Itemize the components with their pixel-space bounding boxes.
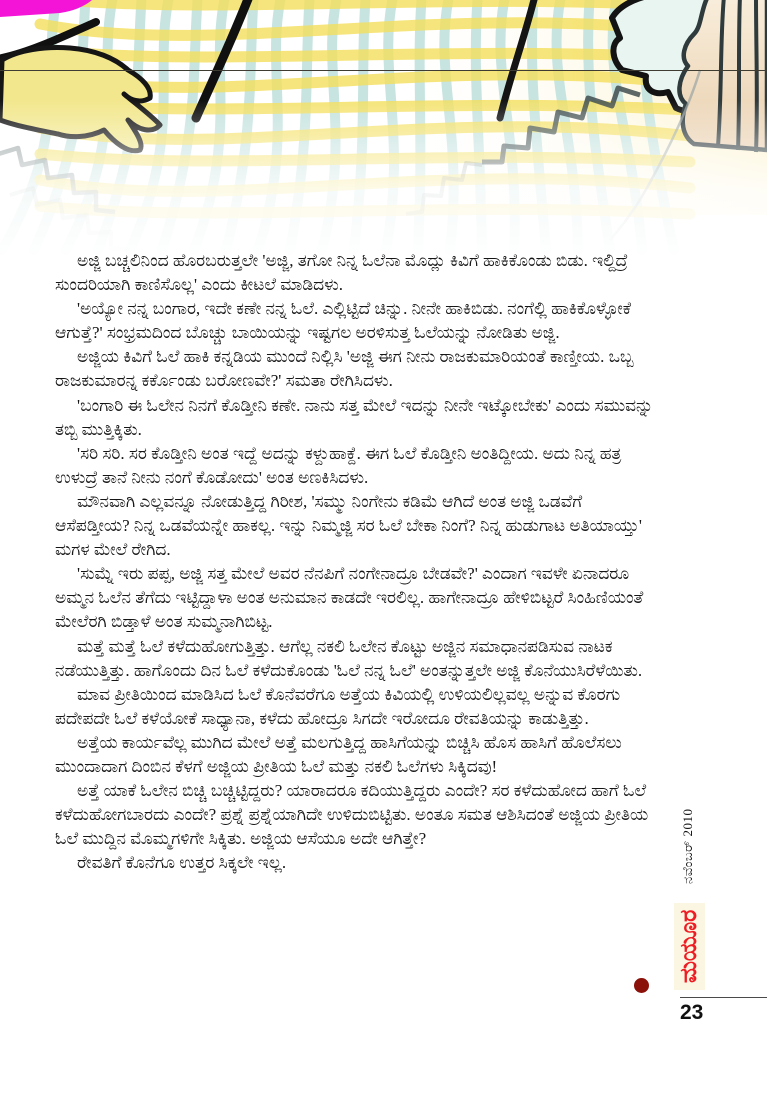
header-illustration [0, 0, 767, 262]
issue-date-vertical: ನವೆಂಬರ್ 2010 [680, 808, 695, 884]
magenta-corner-shape [0, 0, 92, 17]
story-paragraph: ಮಾವ ಪ್ರೀತಿಯಿಂದ ಮಾಡಿಸಿದ ಓಲೆ ಕೊನೆವರೆಗೂ ಅತ್ತೆಯ ಕಿವಿಯಲ್ಲಿ ಉಳಿಯಲಿಲ್ಲವಲ್ಲ ಅನ್ನುವ ಕೊರಗು ಪದೇಪದೇ ಓಲೆ ಕಳೆಯೋಕೆ ಸಾಧ್ಯಾನಾ, ಕಳೆದು ಹೋದ್ರೂ ಸಿಗದೇ ಇರೋದೂ ರೇವತಿಯನ್ನು ಕಾಡುತ್ತಿತ್ತು. [55, 684, 621, 728]
story-text [55, 249, 661, 875]
story-paragraph: ರೇವತಿಗೆ ಕೊನೆಗೂ ಉತ್ತರ ಸಿಕ್ಕಲೇ ಇಲ್ಲ. [77, 853, 287, 873]
page-number-rule [680, 997, 767, 998]
story-paragraph: ಮತ್ತೆ ಮತ್ತೆ ಓಲೆ ಕಳೆದುಹೋಗುತ್ತಿತ್ತು. ಆಗೆಲ್ಲ ನಕಲಿ ಓಲೇನ ಕೊಟ್ಟು ಅಜ್ಜಿನ ಸಮಾಧಾನಪಡಿಸುವ ನಾಟಕ ನಡೆಯುತ್ತಿತ್ತು. ಹಾಗೊಂದು ದಿನ ಓಲೆ ಕಳೆದುಕೊಂಡು 'ಓಲೆ ನನ್ನ ಓಲೆ' ಅಂತನ್ನುತ್ತಲೇ ಅಜ್ಜಿ ಕೊನೆಯುಸಿರೆಳೆಯಿತು. [55, 636, 643, 680]
header-rule [0, 70, 767, 71]
story-paragraph: ಅಜ್ಜಿ ಬಚ್ಚಲಿನಿಂದ ಹೊರಬರುತ್ತಲೇ 'ಅಜ್ಜಿ, ತಗೋ ನಿನ್ನ ಓಲೆನಾ ಮೊದ್ಲು ಕಿವಿಗೆ ಹಾಕಿಕೊಂಡು ಬಿಡು. ಇಲ್ದಿದ್ರೆ ಸುಂದರಿಯಾಗಿ ಕಾಣಿಸೊಲ್ಲ' ಎಂದು ಕೀಟಲೆ ಮಾಡಿದಳು. [55, 251, 628, 295]
story-paragraph: ಅತ್ತೆಯ ಕಾರ್ಯವೆಲ್ಲ ಮುಗಿದ ಮೇಲೆ ಅತ್ತೆ ಮಲಗುತ್ತಿದ್ದ ಹಾಸಿಗೆಯನ್ನು ಬಿಚ್ಚಿಸಿ ಹೊಸ ಹಾಸಿಗೆ ಹೊಲೆಸಲು ಮುಂದಾದಾಗ ದಿಂಬಿನ ಕೆಳಗೆ ಅಜ್ಜಿಯ ಪ್ರೀತಿಯ ಓಲೆ ಮತ್ತು ನಕಲಿ ಓಲೆಗಳು ಸಿಕ್ಕಿದವು! [55, 732, 622, 776]
bottom-fade [0, 100, 767, 262]
story-paragraph: ಅತ್ತೆ ಯಾಕೆ ಓಲೇನ ಬಿಚ್ಚಿ ಬಚ್ಚಿಟ್ಟಿದ್ದರು? ಯಾರಾದರೂ ಕದಿಯುತ್ತಿದ್ದರು ಎಂದೇ? ಸರ ಕಳೆದುಹೋದ ಹಾಗೆ ಓಲೆ ಕಳೆದುಹೋಗಬಾರದು ಎಂದೇ? ಪ್ರಶ್ನೆ ಪ್ರಶ್ನೆಯಾಗಿದೇ ಉಳಿದುಬಿಟ್ಟಿತು. ಅಂತೂ ಸಮತ ಆಶಿಸಿದಂತೆ ಅಜ್ಜಿಯ ಪ್ರೀತಿಯ ಓಲೆ ಮುದ್ದಿನ ಮೊಮ್ಮಗಳಿಗೇ ಸಿಕ್ಕಿತು. ಅಜ್ಜಿಯ ಆಸೆಯೂ ಅದೇ ಆಗಿತ್ತೇ? [55, 781, 649, 849]
story-paragraph: 'ಸುಮ್ನೆ ಇರು ಪಪ್ಪ, ಅಜ್ಜಿ ಸತ್ತ ಮೇಲೆ ಅವರ ನೆನಪಿಗೆ ನಂಗೇನಾದ್ರೂ ಬೇಡವೇ?' ಎಂದಾಗ ಇವಳೇ ಏನಾದರೂ ಅಮ್ಮನ ಓಲೆನ ತೆಗೆದು ಇಟ್ಟಿದ್ದಾಳಾ ಅಂತ ಅನುಮಾನ ಕಾಡದೇ ಇರಲಿಲ್ಲ. ಹಾಗೇನಾದ್ರೂ ಹೇಳಿಬಿಟ್ಟರೆ ಸಿಂಹಿಣಿಯಂತೆ ಮೇಲೆರಗಿ ಬಿಡ್ತಾಳೆ ಅಂತ ಸುಮ್ಮನಾಗಿಬಿಟ್ಟ. [55, 564, 644, 632]
story-paragraph: ಮೌನವಾಗಿ ಎಲ್ಲವನ್ನೂ ನೋಡುತ್ತಿದ್ದ ಗಿರೀಶ, 'ಸಮ್ಮು ನಿಂಗೇನು ಕಡಿಮೆ ಆಗಿದೆ ಅಂತ ಅಜ್ಜಿ ಒಡವೆಗೆ ಆಸೆಪಡ್ತೀಯ? ನಿನ್ನ ಒಡವೆಯನ್ನೇ ಹಾಕಲ್ಲ. ಇನ್ನು ನಿಮ್ಮಜ್ಜಿ ಸರ ಓಲೆ ಬೇಕಾ ನಿಂಗೆ? ನಿನ್ನ ಹುಡುಗಾಟ ಅತಿಯಾಯ್ತು' ಮಗಳ ಮೇಲೆ ರೇಗಿದ. [55, 491, 642, 560]
story-paragraph: 'ಸರಿ ಸರಿ. ಸರ ಕೊಡ್ತೀನಿ ಅಂತ ಇದ್ದೆ ಅದನ್ನು ಕಳ್ದುಹಾಕ್ದೆ. ಈಗ ಓಲೆ ಕೊಡ್ತೀನಿ ಅಂತಿದ್ದೀಯ. ಅದು ನಿನ್ನ ಹತ್ರ ಉಳುದ್ರೆ ತಾನೆ ನೀನು ನಂಗೆ ಕೊಡೋದು' ಅಂತ ಅಣಕಿಸಿದಳು. [55, 443, 622, 487]
story-paragraph: 'ಬಂಗಾರಿ ಈ ಓಲೇನ ನಿನಗೆ ಕೊಡ್ತೀನಿ ಕಣೇ. ನಾನು ಸತ್ತ ಮೇಲೆ ಇದನ್ನು ನೀನೇ ಇಟ್ಕೋಬೇಕು' ಎಂದು ಸಮುವನ್ನು ತಬ್ಬಿ ಮುತ್ತಿಕ್ಕಿತು. [55, 395, 654, 439]
story-paragraph: ಅಜ್ಜಿಯ ಕಿವಿಗೆ ಓಲೆ ಹಾಕಿ ಕನ್ನಡಿಯ ಮುಂದೆ ನಿಲ್ಲಿಸಿ 'ಅಜ್ಜಿ ಈಗ ನೀನು ರಾಜಕುಮಾರಿಯಂತೆ ಕಾಣ್ತೀಯ. ಒಬ್ಬ ರಾಜಕುಮಾರನ್ನ ಕರ್ಕೊಂಡು ಬರೋಣವೇ?' ಸಮತಾ ರೇಗಿಸಿದಳು. [55, 347, 634, 391]
story-end-dot-icon [634, 978, 649, 993]
story-paragraph: 'ಅಯ್ಯೋ ನನ್ನ ಬಂಗಾರ, ಇದೇ ಕಣೇ ನನ್ನ ಓಲೆ. ಎಲ್ಲಿಟ್ಟಿದೆ ಚಿನ್ನು. ನೀನೇ ಹಾಕಿಬಿಡು. ನಂಗೆಲ್ಲಿ ಹಾಕಿಕೊಳ್ಳೋಕೆ ಆಗುತ್ತೆ?' ಸಂಭ್ರಮದಿಂದ ಬೊಚ್ಚು ಬಾಯಿಯನ್ನು ಇಷ್ಟಗಲ ಅರಳಿಸುತ್ತ ಓಲೆಯನ್ನು ನೋಡಿತು ಅಜ್ಜಿ. [55, 299, 632, 343]
header-illustration-svg [0, 0, 767, 262]
magazine-name-vertical: ಮಯೂರ [674, 903, 705, 990]
page-number: 23 [680, 1001, 704, 1024]
